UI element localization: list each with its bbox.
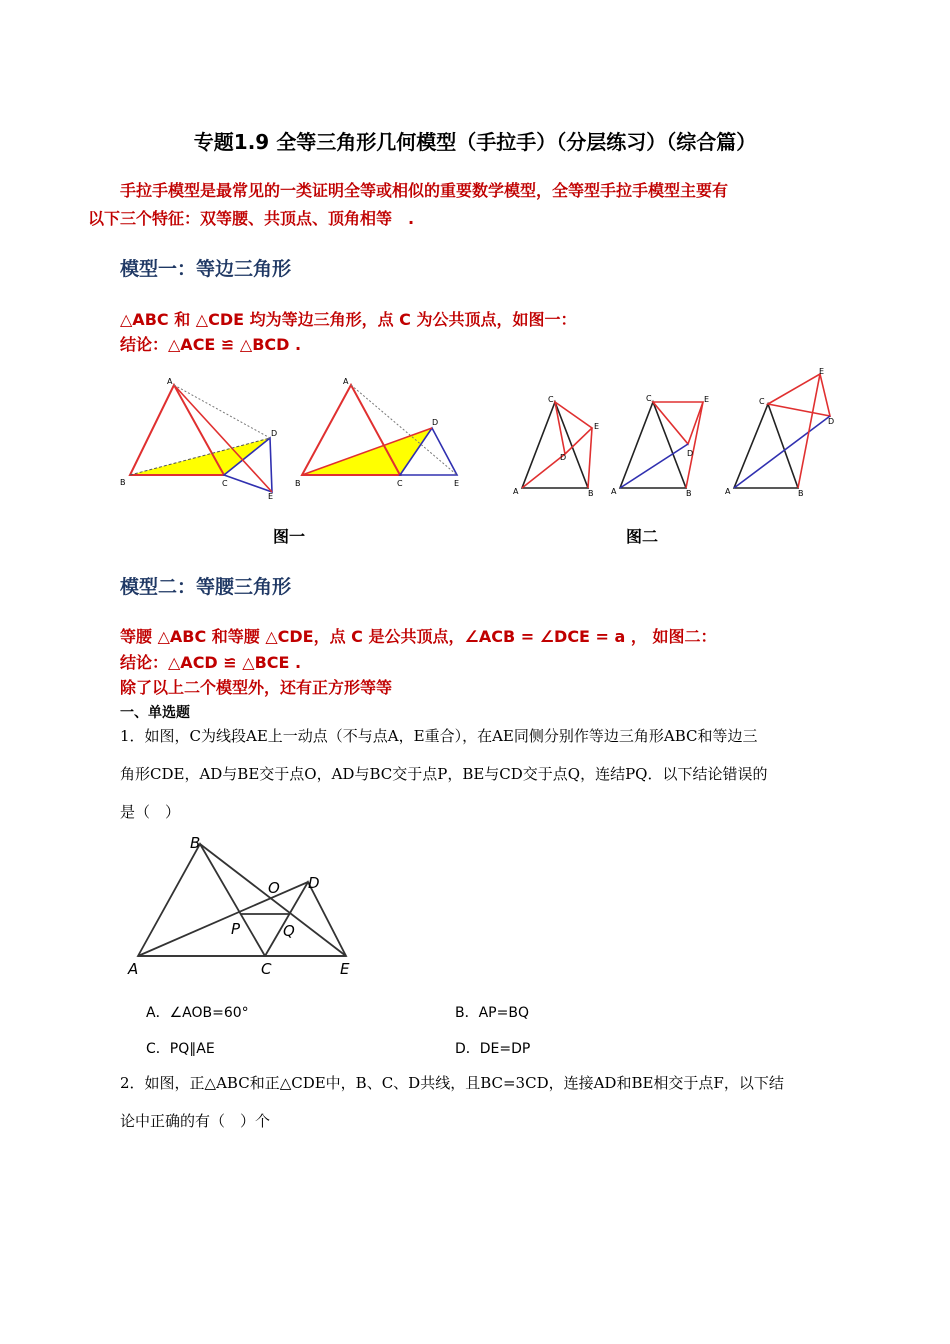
fig2c-segment-be: [798, 374, 820, 488]
fig1a-label-d: D: [271, 429, 278, 438]
model2-conclusion: 结论：△ACD ≌ △BCE .: [120, 653, 302, 672]
q1-label-q: Q: [283, 922, 295, 940]
question1-line-2: 角形CDE，AD与BE交于点O，AD与BC交于点P，BE与CD交于点Q，连结PQ．以下结论错误的: [120, 765, 768, 783]
fig2b-label-d: D: [687, 449, 694, 458]
q1-segment-be: [200, 844, 346, 956]
question1-option-d[interactable]: D．DE=DP: [455, 1041, 531, 1057]
q1-segment-ad: [138, 882, 308, 956]
intro-line-2: 以下三个特征：双等腰、共顶点、顶角相等 .: [88, 209, 415, 228]
fig2a-label-b: B: [588, 489, 594, 498]
fig1a-label-a: A: [167, 377, 173, 386]
question1-option-b[interactable]: B．AP=BQ: [455, 1005, 529, 1021]
q1-label-p: P: [231, 920, 241, 938]
fig2a-triangle-abc: [522, 402, 588, 488]
fig1a-label-b: B: [120, 478, 126, 487]
fig2c-triangle-cde: [768, 374, 830, 416]
fig2c-label-e: E: [819, 367, 825, 376]
fig2c-label-c: C: [759, 397, 765, 406]
q1-label-d: D: [308, 874, 320, 892]
fig2b-triangle-abc: [620, 402, 686, 488]
model1-description: △ABC 和 △CDE 均为等边三角形，点 C 为公共顶点，如图一：: [120, 310, 577, 329]
figure-one-diagram: [112, 372, 482, 502]
question2-line-2: 论中正确的有（ ）个: [120, 1112, 271, 1130]
fig2c-label-b: B: [798, 489, 804, 498]
fig1b-label-b: B: [295, 479, 301, 488]
model2-heading: 模型二：等腰三角形: [120, 576, 292, 598]
fig2b-label-b: B: [686, 489, 692, 498]
fig1a-label-c: C: [222, 479, 228, 488]
fig1b-label-c: C: [397, 479, 403, 488]
figure-one-caption: 图一: [273, 527, 306, 546]
question1-line-3: 是（ ）: [120, 803, 181, 821]
model2-extra-note: 除了以上二个模型外，还有正方形等等: [120, 678, 393, 697]
fig2b-label-c: C: [646, 394, 652, 403]
model1-heading: 模型一：等边三角形: [120, 258, 292, 280]
fig2c-triangle-abc: [734, 404, 798, 488]
q1-label-e: E: [340, 960, 350, 978]
fig1b-label-d: D: [432, 418, 439, 427]
question1-option-a[interactable]: A．∠AOB=60°: [146, 1005, 249, 1021]
question1-option-c[interactable]: C．PQ∥AE: [146, 1041, 215, 1057]
section-heading: 一、单选题: [120, 705, 190, 721]
fig2a-triangle-cde: [555, 402, 592, 454]
q1-label-b: B: [190, 834, 201, 852]
q1-label-o: O: [268, 879, 280, 897]
fig2a-label-a: A: [513, 487, 519, 496]
fig2a-label-d: D: [560, 453, 567, 462]
fig2a-label-c: C: [548, 395, 554, 404]
fig2b-label-a: A: [611, 487, 617, 496]
q1-label-a: A: [128, 960, 139, 978]
fig1b-label-e: E: [454, 479, 460, 488]
q1-label-c: C: [261, 960, 272, 978]
question1-diagram: [120, 828, 370, 980]
q1-triangle-abc: [138, 844, 265, 956]
figure-two-caption: 图二: [626, 527, 659, 546]
fig2b-segment-be: [686, 402, 703, 488]
fig2b-label-e: E: [704, 395, 710, 404]
intro-line-1: 手拉手模型是最常见的一类证明全等或相似的重要数学模型，全等型手拉手模型主要有: [120, 181, 729, 200]
fig1a-label-e: E: [268, 492, 274, 501]
fig2a-label-e: E: [594, 422, 600, 431]
fig2a-segment-be: [588, 428, 592, 488]
fig2c-label-a: A: [725, 487, 731, 496]
model1-conclusion: 结论：△ACE ≌ △BCD .: [120, 335, 302, 354]
figure-two-diagram: [508, 366, 848, 502]
model2-description: 等腰 △ABC 和等腰 △CDE，点 C 是公共顶点，∠ACB = ∠DCE = a ， 如图二：: [120, 627, 717, 646]
fig1b-label-a: A: [343, 377, 349, 386]
question2-line-1: 2．如图，正△ABC和正△CDE中，B、C、D共线，且BC=3CD，连接AD和BE相交于点F，以下结: [120, 1074, 784, 1092]
fig2c-label-d: D: [828, 417, 835, 426]
page-title: 专题1.9 全等三角形几何模型（手拉手）（分层练习）（综合篇）: [193, 130, 757, 154]
question1-line-1: 1．如图，C为线段AE上一动点（不与点A，E重合），在AE同侧分别作等边三角形ABC和等边三: [120, 727, 758, 745]
